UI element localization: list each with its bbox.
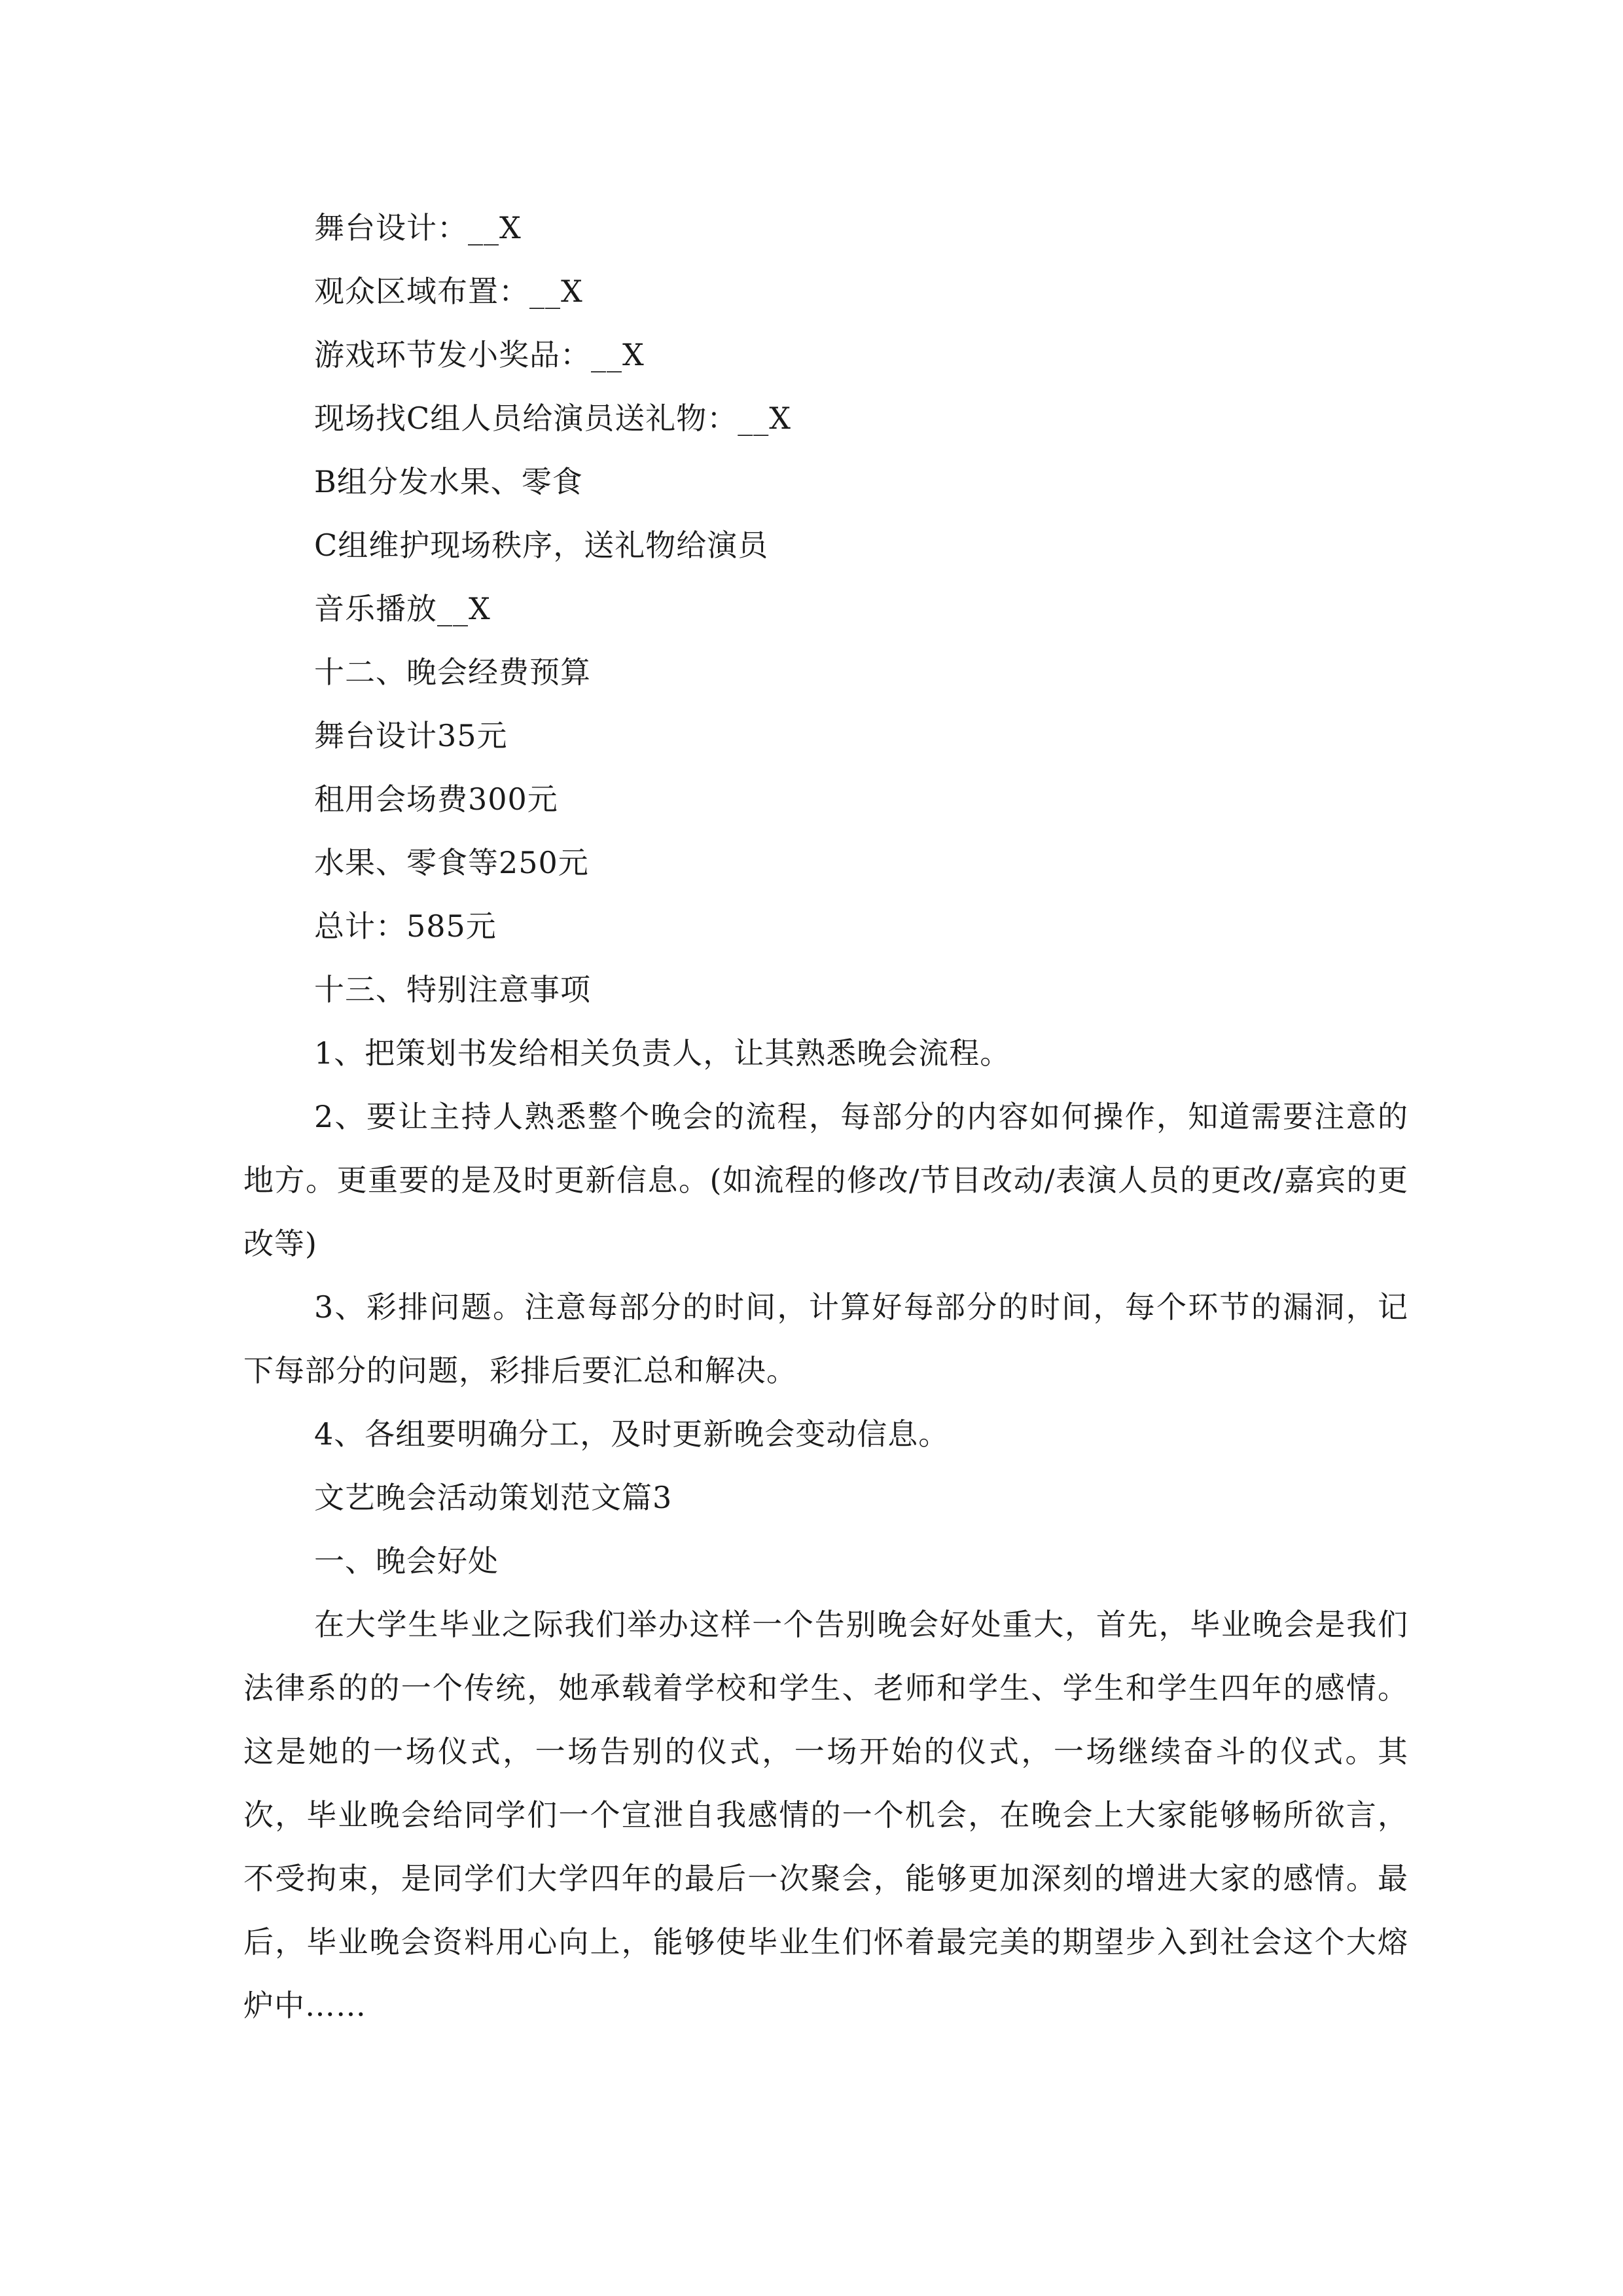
paragraph: 3、彩排问题。注意每部分的时间，计算好每部分的时间，每个环节的漏洞，记下每部分的问题，彩排后要汇总和解决。 (243, 1289, 1408, 1388)
paragraph: 2、要让主持人熟悉整个晚会的流程，每部分的内容如何操作，知道需要注意的地方。更重要的是及时更新信息。(如流程的修改/节目改动/表演人员的更改/嘉宾的更改等) (243, 1099, 1408, 1261)
text-line: C组维护现场秩序，送礼物给演员 (314, 528, 769, 563)
section-heading: 一、晚会好处 (314, 1543, 499, 1579)
paragraph: 在大学生毕业之际我们举办这样一个告别晚会好处重大，首先，毕业晚会是我们法律系的的一个传统，她承载着学校和学生、老师和学生、学生和学生四年的感情。这是她的一场仪式，一场告别的仪式，一场开始的仪式，一场继续奋斗的仪式。其次，毕业晚会给同学们一个宣泄自我感情的一个机会，在晚会上大家能够畅所欲言，不受拘束，是同学们大学四年的最后一次聚会，能够更加深刻的增进大家的感情。最后，毕业晚会资料用心向上，能够使毕业生们怀着最完美的期望步入到社会这个大熔炉中…… (243, 1607, 1408, 2023)
text-line: 水果、零食等250元 (314, 845, 589, 880)
text-line: 舞台设计35元 (314, 718, 508, 753)
document-body (243, 196, 1408, 2037)
text-line: 总计：585元 (314, 908, 497, 944)
text-line: 观众区域布置：__X (314, 274, 583, 309)
document-title: 文艺晚会活动策划范文篇3 (314, 1480, 673, 1515)
text-line: 租用会场费300元 (314, 781, 558, 817)
text-line: 游戏环节发小奖品：__X (314, 337, 645, 372)
section-heading: 十二、晚会经费预算 (314, 655, 591, 690)
text-line: 4、各组要明确分工，及时更新晚会变动信息。 (314, 1416, 950, 1452)
text-line: 现场找C组人员给演员送礼物：__X (314, 401, 791, 436)
text-line: B组分发水果、零食 (314, 464, 583, 499)
text-line: 音乐播放__X (314, 591, 491, 626)
section-heading: 十三、特别注意事项 (314, 972, 591, 1007)
text-line: 舞台设计：__X (314, 210, 522, 245)
text-line: 1、把策划书发给相关负责人，让其熟悉晚会流程。 (314, 1035, 1011, 1071)
